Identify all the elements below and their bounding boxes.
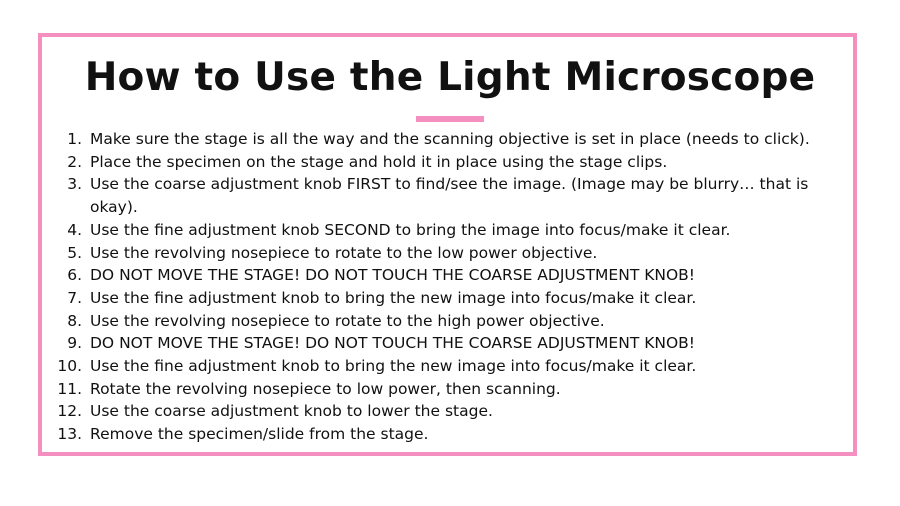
list-item (44, 378, 850, 401)
step-text: Use the fine adjustment knob to bring the new image into focus/make it clear. (90, 357, 697, 376)
steps-list (44, 128, 850, 446)
step-number: 3. (67, 175, 82, 194)
step-text: Use the revolving nosepiece to rotate to the high power objective. (90, 311, 605, 330)
step-number: 6. (67, 266, 82, 285)
step-text: Use the fine adjustment knob SECOND to bring the image into focus/make it clear. (90, 220, 731, 239)
step-text: DO NOT MOVE THE STAGE! DO NOT TOUCH THE COARSE ADJUSTMENT KNOB! (90, 334, 696, 353)
step-number: 7. (67, 288, 82, 307)
step-text: Use the revolving nosepiece to rotate to the low power objective. (90, 243, 598, 262)
step-number: 5. (67, 243, 82, 262)
step-text: Remove the specimen/slide from the stage. (90, 425, 429, 444)
list-item (44, 264, 850, 287)
step-text: Rotate the revolving nosepiece to low power, then scanning. (90, 379, 561, 398)
step-number: 1. (67, 130, 82, 148)
step-text: Place the specimen on the stage and hold it in place using the stage clips. (90, 152, 668, 171)
step-number: 8. (67, 311, 82, 330)
step-text: Make sure the stage is all the way and the scanning objective is set in place (needs to click). (90, 130, 810, 148)
title-accent-bar (416, 116, 484, 122)
list-item (44, 355, 850, 378)
list-item (44, 423, 850, 446)
step-number: 13. (57, 425, 82, 444)
list-item (44, 310, 850, 333)
step-number: 2. (67, 152, 82, 171)
list-item (44, 219, 850, 242)
step-number: 4. (67, 220, 82, 239)
list-item (44, 151, 850, 174)
list-item (44, 242, 850, 265)
page-title: How to Use the Light Microscope (84, 55, 816, 100)
list-item (44, 332, 850, 355)
list-item (44, 400, 850, 423)
step-text: DO NOT MOVE THE STAGE! DO NOT TOUCH THE COARSE ADJUSTMENT KNOB! (90, 266, 696, 285)
step-text: Use the coarse adjustment knob FIRST to find/see the image. (Image may be blurry… that is okay). (90, 175, 809, 217)
step-text: Use the coarse adjustment knob to lower the stage. (90, 402, 493, 421)
step-number: 11. (57, 379, 82, 398)
list-item (44, 173, 850, 218)
list-item (44, 287, 850, 310)
step-number: 9. (67, 334, 82, 353)
list-item (44, 128, 850, 151)
step-text: Use the fine adjustment knob to bring the new image into focus/make it clear. (90, 288, 697, 307)
step-number: 12. (57, 402, 82, 421)
step-number: 10. (57, 357, 82, 376)
